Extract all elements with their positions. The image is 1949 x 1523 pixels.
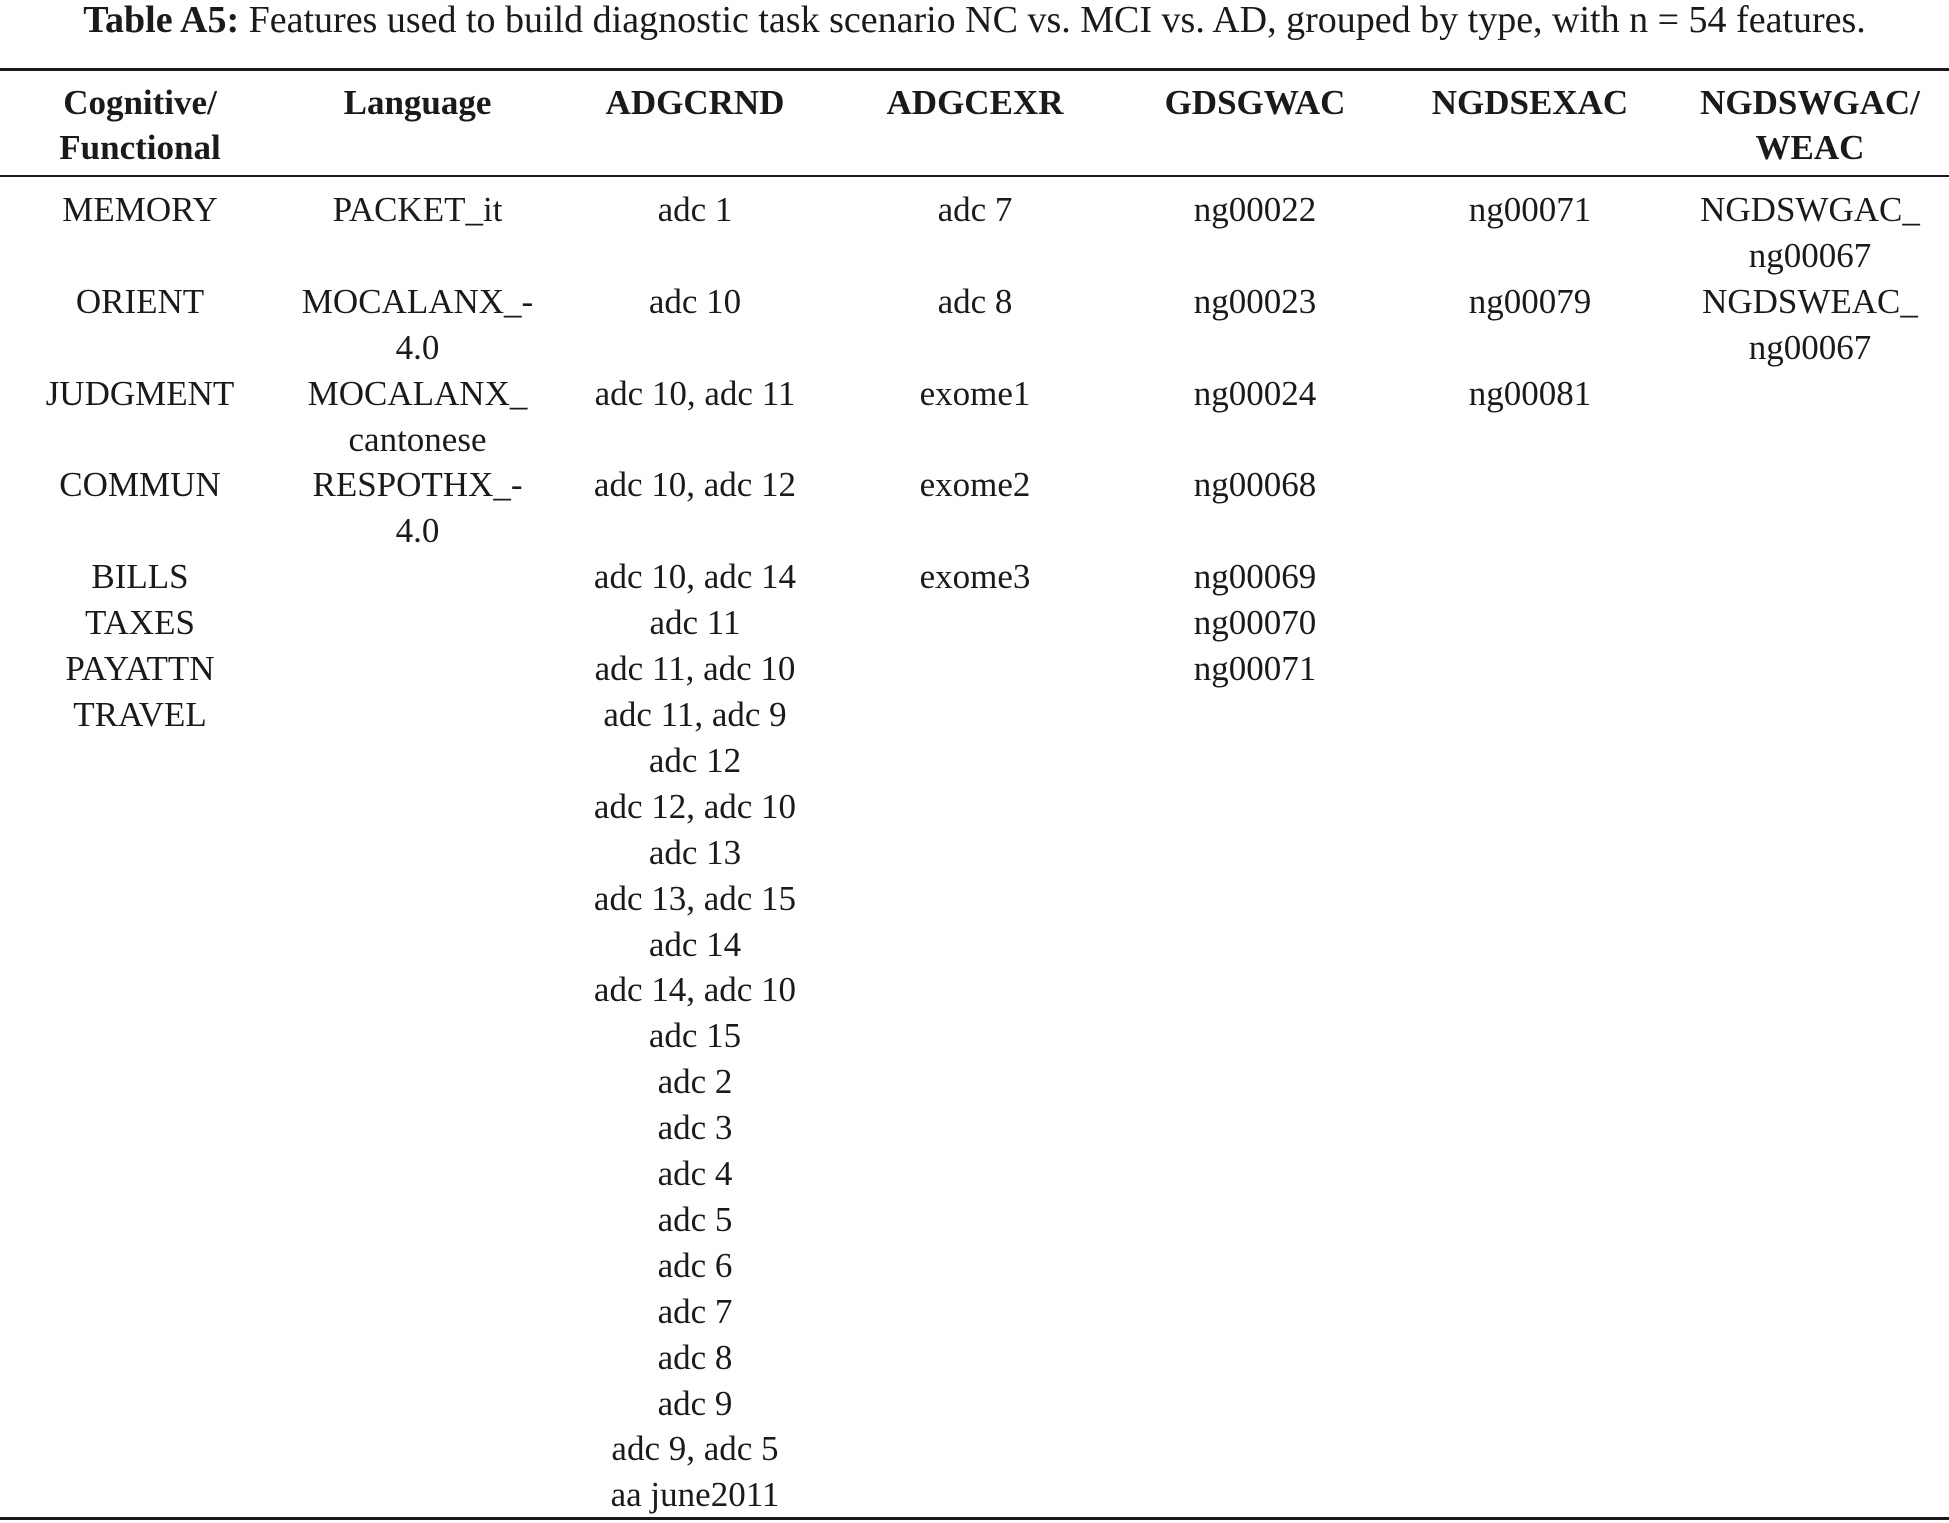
table-cell: ng00023 xyxy=(1193,281,1317,321)
table-cell: adc 14, adc 10 xyxy=(593,970,797,1010)
table-cell: adc 10, adc 12 xyxy=(593,465,797,505)
header-ngdsexac: NGDSEXAC xyxy=(1431,83,1629,122)
table-cell: TRAVEL xyxy=(73,694,207,734)
table-cell: adc 2 xyxy=(657,1062,733,1102)
header-language: Language xyxy=(343,83,492,122)
table-cell xyxy=(855,325,1095,371)
table-caption xyxy=(0,0,1949,40)
table-cell: adc 13, adc 15 xyxy=(593,878,797,918)
table-cell xyxy=(855,417,1095,463)
table-cell: adc 10 xyxy=(648,281,742,321)
table-cell xyxy=(1415,325,1645,371)
table-cell: MOCALANX_- 4.0 xyxy=(301,281,534,367)
table-cell: adc 14 xyxy=(648,924,742,964)
table-cell: adc 3 xyxy=(657,1108,733,1148)
table-cell: exome3 xyxy=(919,557,1031,597)
table-cell: adc 12 xyxy=(648,740,742,780)
table-cell: adc 8 xyxy=(937,281,1013,321)
header-gdsgwac: GDSGWAC xyxy=(1164,83,1346,122)
table-cell: NGDSWEAC_ ng00067 xyxy=(1702,281,1918,367)
table-cell: TAXES xyxy=(85,603,195,643)
table-cell: adc 7 xyxy=(937,190,1013,229)
table-cell: ng00068 xyxy=(1193,465,1317,505)
header-adgcexr: ADGCEXR xyxy=(886,83,1064,122)
table-cell xyxy=(1135,417,1375,463)
column-cognitive-functional xyxy=(20,187,260,738)
table-cell: MOCALANX_ cantonese xyxy=(307,373,528,459)
table-cell: ng00079 xyxy=(1468,281,1592,321)
table-cell: ng00071 xyxy=(1193,649,1317,689)
table-cell: RESPOTHX_- 4.0 xyxy=(312,465,523,551)
table-cell: adc 11, adc 9 xyxy=(603,694,787,734)
table-cell: adc 12, adc 10 xyxy=(593,786,797,826)
table-cell: adc 6 xyxy=(657,1245,733,1285)
table-cell xyxy=(575,233,815,279)
table-cell: adc 5 xyxy=(657,1199,733,1239)
header-rule xyxy=(0,175,1949,177)
table-cell: ng00069 xyxy=(1193,557,1317,597)
column-ngdswgac-weac xyxy=(1680,187,1940,371)
table-cell xyxy=(855,233,1095,279)
header-adgcrnd: ADGCRND xyxy=(605,83,785,122)
table-cell: ng00070 xyxy=(1193,603,1317,643)
table-cell: adc 7 xyxy=(657,1291,733,1331)
table-cell xyxy=(20,417,260,463)
column-adgcexr xyxy=(855,187,1095,600)
table-cell xyxy=(1135,508,1375,554)
table-cell: exome2 xyxy=(919,465,1031,505)
table-header-row xyxy=(0,80,1949,172)
column-adgcrnd xyxy=(575,187,815,1518)
header-ngdswgac-weac: NGDSWGAC/ WEAC xyxy=(1700,83,1920,167)
table-cell: BILLS xyxy=(91,557,189,597)
table-cell: adc 9 xyxy=(657,1383,733,1423)
table-cell: ORIENT xyxy=(75,281,205,321)
table-cell xyxy=(20,508,260,554)
table-cell: exome1 xyxy=(919,373,1031,413)
caption-text: Features used to build diagnostic task scenario NC vs. MCI vs. AD, grouped by type, with n = 54 features. xyxy=(239,0,1866,41)
table-cell: adc 13 xyxy=(648,832,742,872)
table-cell: adc 8 xyxy=(657,1337,733,1377)
table-cell: adc 4 xyxy=(657,1154,733,1194)
table-cell xyxy=(855,508,1095,554)
table-cell: JUDGMENT xyxy=(45,373,235,413)
table-cell xyxy=(575,417,815,463)
top-rule xyxy=(0,68,1949,71)
table-cell: ng00022 xyxy=(1193,190,1317,229)
table-cell xyxy=(1415,233,1645,279)
table-cell: adc 10, adc 14 xyxy=(593,557,797,597)
table-cell: MEMORY xyxy=(62,190,218,229)
table-cell xyxy=(575,508,815,554)
table-cell: adc 9, adc 5 xyxy=(611,1429,779,1469)
table-cell xyxy=(1135,325,1375,371)
table-cell xyxy=(575,325,815,371)
table-cell: ng00024 xyxy=(1193,373,1317,413)
table-cell: adc 10, adc 11 xyxy=(594,373,796,413)
table-cell: adc 1 xyxy=(657,190,733,229)
column-ngdsexac xyxy=(1415,187,1645,417)
column-language xyxy=(280,187,555,554)
table-cell: PAYATTN xyxy=(65,649,215,689)
table-cell: aa june2011 xyxy=(610,1475,780,1515)
table-cell xyxy=(20,233,260,279)
table-cell: COMMUN xyxy=(59,465,221,505)
bottom-rule xyxy=(0,1517,1949,1520)
table-cell: adc 11, adc 10 xyxy=(594,649,796,689)
table-cell: NGDSWGAC_ ng00067 xyxy=(1700,190,1920,275)
table-cell xyxy=(20,325,260,371)
caption-label: Table A5: xyxy=(83,0,240,41)
column-gdsgwac xyxy=(1135,187,1375,692)
table-cell: PACKET_it xyxy=(332,190,503,229)
table-cell: ng00071 xyxy=(1468,190,1592,229)
table-cell: adc 11 xyxy=(649,603,741,643)
table-cell: ng00081 xyxy=(1468,373,1592,413)
table-cell xyxy=(1135,233,1375,279)
header-cognitive-functional: Cognitive/ Functional xyxy=(59,83,221,167)
table-cell xyxy=(280,233,555,279)
table-cell: adc 15 xyxy=(648,1016,742,1056)
